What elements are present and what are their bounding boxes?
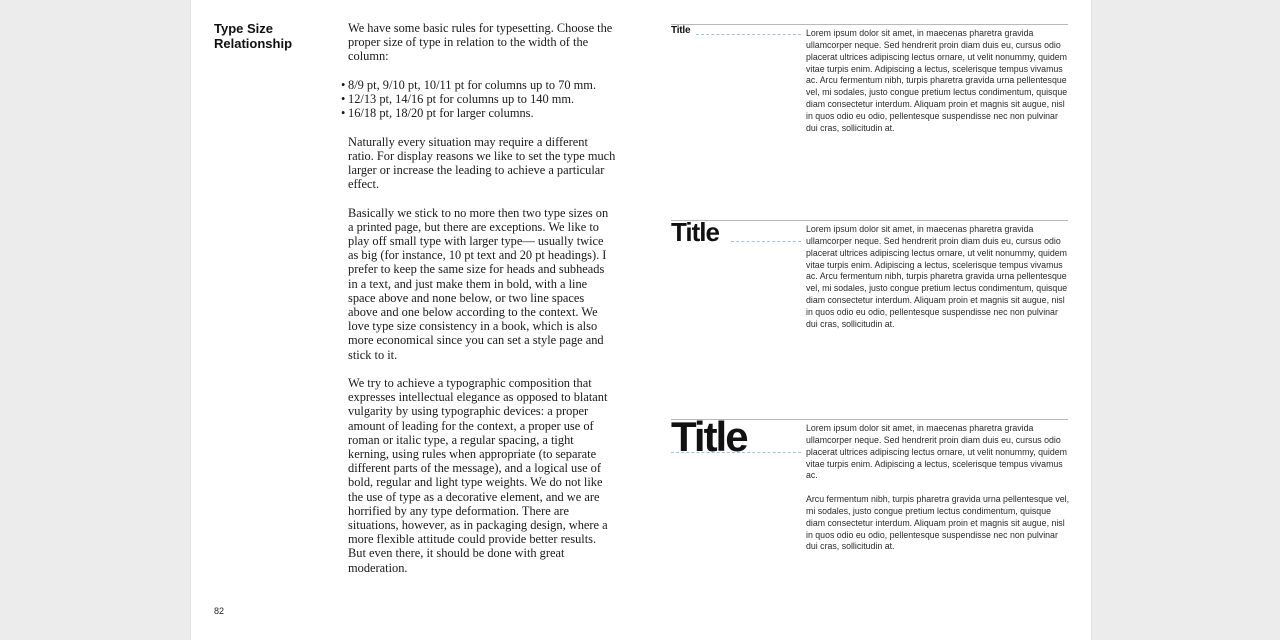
type-sample-small <box>671 24 1068 154</box>
section-heading <box>214 21 334 51</box>
list-item-text: 8/9 pt, 9/10 pt, 10/11 pt for columns up to 70 mm. <box>348 77 597 92</box>
sample-title: Title <box>671 25 691 36</box>
sample-body-text <box>806 28 1071 146</box>
list-item-text: 16/18 pt, 18/20 pt for larger columns. <box>348 106 534 121</box>
page-number: 82 <box>214 606 225 616</box>
sample-paragraph: Lorem ipsum dolor sit amet, in maecenas pharetra gravida ullamcorper neque. Sed hendrerit proin diam duis eu, cursus odio placerat ultrices adipiscing lectus ornare, ut velit nonummy, quidem vitae turpis enim. Adipiscing a lectus, scelerisque tempus vivamus ac. Arcu fermentum nibh, turpis pharetra gravida urna pellentesque vel, mi sodales, justo congue pretium lectus condimentum, quisque diam consectetur interdum. Aliquam proin et magnis sit augue, nisl in quos odio eu odio, pellentesque suspendisse nec non pulvinar dui cras, sollicitudin at. <box>806 28 1068 133</box>
list-item <box>341 92 616 106</box>
list-item <box>341 77 616 92</box>
section-heading-line-2: Relationship <box>214 36 293 51</box>
top-rule <box>671 24 1068 25</box>
baseline-guide <box>671 452 801 453</box>
body-copy <box>341 21 616 589</box>
bullet-icon: • <box>341 77 346 92</box>
intro-paragraph: We have some basic rules for typesetting. Choose the proper size of type in relation to the width of the column: <box>348 21 613 64</box>
baseline-guide <box>696 34 801 35</box>
paragraph-display-ratio: Naturally every situation may require a different ratio. For display reasons we like to set the type much larger or increase the leading to achieve a particular effect. <box>348 134 616 192</box>
top-rule <box>671 220 1068 221</box>
list-item <box>341 106 616 121</box>
sample-body-text <box>806 423 1071 565</box>
type-sample-large <box>671 413 1070 559</box>
baseline-guide <box>731 241 801 242</box>
sample-title: Title <box>671 413 747 460</box>
sample-paragraph: Arcu fermentum nibh, turpis pharetra gravida urna pellentesque vel, mi sodales, justo congue pretium lectus condimentum, quisque diam consectetur interdum. Aliquam proin et magnis sit augue, nisl in quos odio eu odio, pellentesque suspendisse nec non pulvinar dui cras, sollicitudin at. <box>806 494 1070 552</box>
right-page <box>641 0 1091 640</box>
left-page <box>191 0 641 640</box>
size-rules-list <box>341 77 616 121</box>
sample-paragraph: Lorem ipsum dolor sit amet, in maecenas pharetra gravida ullamcorper neque. Sed hendrerit proin diam duis eu, cursus odio placerat ultrices adipiscing lectus ornare, ut velit nonummy, quidem vitae turpis enim. Adipiscing a lectus, scelerisque tempus vivamus ac. Arcu fermentum nibh, turpis pharetra gravida urna pellentesque vel, mi sodales, justo congue pretium lectus condimentum, quisque diam consectetur interdum. Aliquam proin et magnis sit augue, nisl in quos odio eu odio, pellentesque suspendisse nec non pulvinar dui cras, sollicitudin at. <box>806 224 1068 329</box>
paragraph-type-sizes: Basically we stick to no more then two type sizes on a printed page, but there are exceptions. We like to play off small type with larger type— usually twice as big (for instance, 10 pt text and 20 pt headings). I prefer to keep the same size for heads and subheads in a text, and just make them in bold, with a line space above and none below, or two line spaces above and one below according to the context. We love type size consistency in a book, which is also more economical since you can set a style page and stick to it. <box>348 205 609 362</box>
sample-paragraph: Lorem ipsum dolor sit amet, in maecenas pharetra gravida ullamcorper neque. Sed hendrerit proin diam duis eu, cursus odio placerat ultrices adipiscing lectus ornare, ut velit nonummy, quidem vitae turpis enim. Adipiscing a lectus, scelerisque tempus vivamus ac. <box>806 423 1067 481</box>
book-spread <box>190 0 1092 640</box>
type-sample-medium <box>671 217 1068 350</box>
sample-body-text <box>806 224 1071 342</box>
sample-title: Title <box>671 217 719 247</box>
paragraph-composition: We try to achieve a typographic composition that expresses intellectual elegance as opposed to blatant vulgarity by using typographic devices: a proper amount of leading for the context, a proper use of roman or italic type, a regular spacing, a tight kerning, using rules when appropriate (to separate different parts of the message), and a logical use of bold, regular and light type weights. We do not like the use of type as a decorative element, and we are horrified by any type deformation. There are situations, however, as in packaging design, where a more flexible attitude could provide better results. But even there, it should be done with great moderation. <box>348 376 608 575</box>
list-item-text: 12/13 pt, 14/16 pt for columns up to 140 mm. <box>348 92 575 106</box>
bullet-icon: • <box>341 92 346 106</box>
bullet-icon: • <box>341 106 346 121</box>
section-heading-line-1: Type Size <box>214 21 274 36</box>
